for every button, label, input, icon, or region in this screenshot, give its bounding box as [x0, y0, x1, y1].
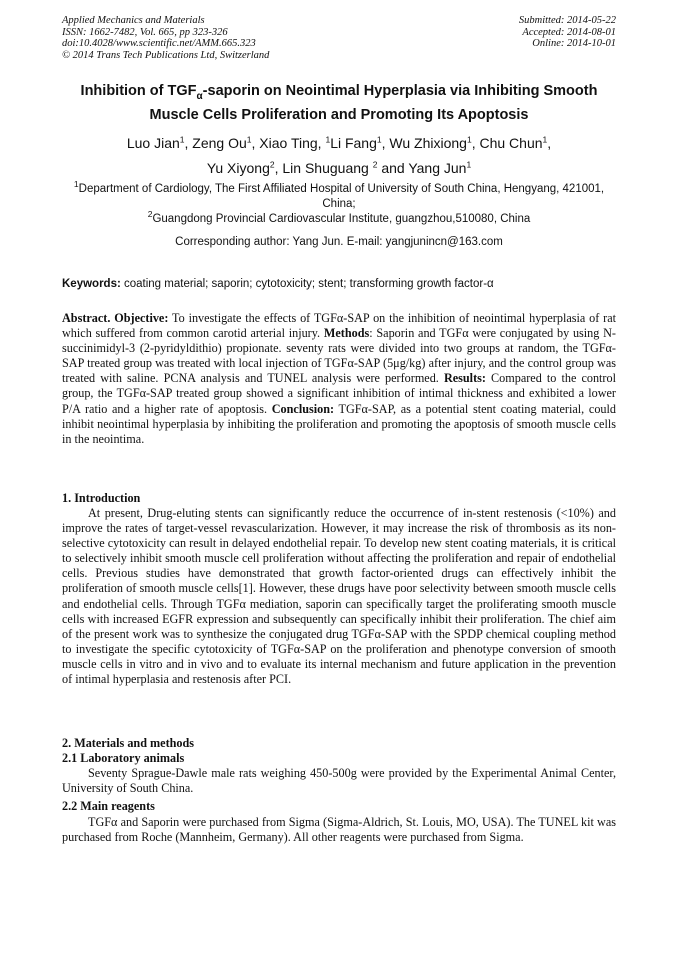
- author-name: , Chu Chun: [471, 135, 543, 151]
- journal-header-left: [62, 15, 269, 61]
- journal-header-right: [519, 15, 616, 50]
- journal-issn: ISSN: 1662-7482, Vol. 665, pp 323-326: [62, 26, 228, 38]
- affiliation-1: [62, 179, 616, 212]
- author-list: [62, 131, 616, 181]
- affiliations: [62, 179, 616, 227]
- author-name: , Xiao Ting,: [251, 135, 326, 151]
- title-part-2: -saporin on Neointimal Hyperplasia via Inhibiting Smooth Muscle Cells Proliferation and Promoting Its Apoptosis: [149, 83, 598, 123]
- author-affil-mark: 1: [179, 134, 185, 145]
- author-name: Li Fang: [330, 135, 377, 151]
- journal-doi: doi:10.4028/www.scientific.net/AMM.665.323: [62, 38, 256, 50]
- abstract-conclusion: TGFα-SAP, as a potential stent coating material, could inhibit neointimal hyperplasia by inhibiting the proliferation and promoting the apoptosis of smooth muscle cells in the neointima.: [62, 401, 616, 446]
- author-affil-mark: 1: [325, 134, 331, 145]
- author-separator: ,: [547, 135, 552, 151]
- introduction-paragraph: At present, Drug-eluting stents can significantly reduce the occurrence of in-stent restenosis (<10%) and improve the rates of target-vessel revascularization. However, it may increase the risk of thrombosis as its non-selective cytotoxicity can result in delayed endothelial repair. To develop new stent coating materials, it is critical to selectively inhibit smooth muscle cell proliferation without affecting the proliferation and repair of endothelial cells. Previous studies have demonstrated that growth factor-oriented drugs can effectively inhibit the proliferation of smooth muscle cells[1]. However, these drugs have poor selectivity between smooth muscle cells and endothelial cells. Through TGFα mediation, saporin can specifically target the proliferating smooth muscle cells with increased EGFR expression and subsequently can specifically inhibit their proliferation. The chief aim of the present work was to synthesize the conjugated drug TGFα-SAP with the SPDP chemical coupling method to investigate the specific cytotoxicity of TGFα-SAP on the proliferation and phenotype conversion of smooth muscle cells in vitro and in vivo and to evaluate its internal mechanism and future application in the prevention of intimal hyperplasia and restenosis after PCI.: [62, 506, 616, 687]
- reagents-paragraph: TGFα and Saporin were purchased from Sigma (Sigma-Aldrich, St. Louis, MO, USA). The TUNEL kit was purchased from Roche (Mannheim, Germany). All other reagents were purchased from Sigma.: [62, 815, 616, 845]
- journal-copyright: © 2014 Trans Tech Publications Ltd, Switzerland: [62, 49, 270, 61]
- keywords: [62, 277, 616, 291]
- author-affil-mark: 2: [372, 159, 378, 170]
- author-affil-mark: 1: [542, 134, 548, 145]
- conclusion-label: Conclusion:: [271, 401, 335, 416]
- results-label: Results:: [443, 371, 486, 386]
- animals-paragraph: Seventy Sprague-Dawle male rats weighing 450-500g were provided by the Experimental Animal Center, University of South China.: [62, 766, 616, 796]
- author-name: , Lin Shuguang: [274, 160, 373, 176]
- subsection-heading-animals: 2.1 Laboratory animals: [62, 751, 185, 765]
- author-affil-mark: 1: [466, 159, 472, 170]
- online-date: Online: 2014-10-01: [532, 38, 616, 50]
- author-affil-mark: 1: [246, 134, 252, 145]
- author-name: , Zeng Ou: [184, 135, 247, 151]
- affiliation-text: Guangdong Provincial Cardiovascular Institute, guangzhou,510080, China: [152, 213, 531, 225]
- author-name: Luo Jian: [126, 135, 180, 151]
- author-affil-mark: 1: [376, 134, 382, 145]
- abstract-results: Compared to the control group, the TGFα-SAP treated group showed a significant inhibition of intimal thickness and exhibited a lower P/A ratio and a higher rate of apoptosis.: [62, 371, 616, 416]
- methods-label: Methods: [323, 326, 370, 341]
- abstract: [62, 311, 616, 447]
- affiliation-mark: 2: [147, 209, 153, 220]
- affiliation-text: Department of Cardiology, The First Affiliated Hospital of University of South China, Hengyang, 421001, China;: [78, 183, 605, 210]
- accepted-date: Accepted: 2014-08-01: [522, 26, 616, 38]
- abstract-objective: To investigate the effects of TGFα-SAP on the inhibition of neointimal hyperplasia of rat which suffered from common carotid arterial injury.: [62, 311, 616, 341]
- section-heading-methods: 2. Materials and methods: [62, 736, 195, 750]
- title-subscript: α: [196, 90, 203, 102]
- abstract-label: Abstract. Objective:: [62, 311, 169, 325]
- section-heading-introduction: 1. Introduction: [62, 491, 141, 505]
- author-name: Yu Xiyong: [206, 160, 270, 176]
- submitted-date: Submitted: 2014-05-22: [518, 15, 616, 26]
- abstract-methods: : Saporin and TGFα were conjugated by using N-succinimidyl-3 (2-pyridyldithio) propionate. seventy rats were divided into two groups at random, the TGFα-SAP treated group was treated with local injection of TGFα-SAP (5μg/kg) after injury, and the control group was treated with saline. PCNA analysis and TUNEL analysis were performed.: [62, 326, 616, 386]
- journal-name: Applied Mechanics and Materials: [62, 15, 205, 26]
- keywords-label: Keywords:: [62, 278, 121, 290]
- author-name: , Wu Zhixiong: [381, 135, 467, 151]
- corresponding-author: Corresponding author: Yang Jun. E-mail: yangjunincn@163.com: [175, 236, 503, 248]
- title-part-1: Inhibition of TGF: [80, 83, 197, 99]
- affiliation-2: [62, 209, 616, 227]
- author-affil-mark: 1: [466, 134, 472, 145]
- author-affil-mark: 2: [269, 159, 275, 170]
- keywords-text: coating material; saporin; cytotoxicity; stent; transforming growth factor-α: [120, 278, 494, 290]
- author-name: and Yang Jun: [377, 160, 467, 176]
- subsection-heading-reagents: 2.2 Main reagents: [62, 799, 155, 813]
- affiliation-mark: 1: [73, 179, 79, 190]
- paper-title: [62, 82, 616, 125]
